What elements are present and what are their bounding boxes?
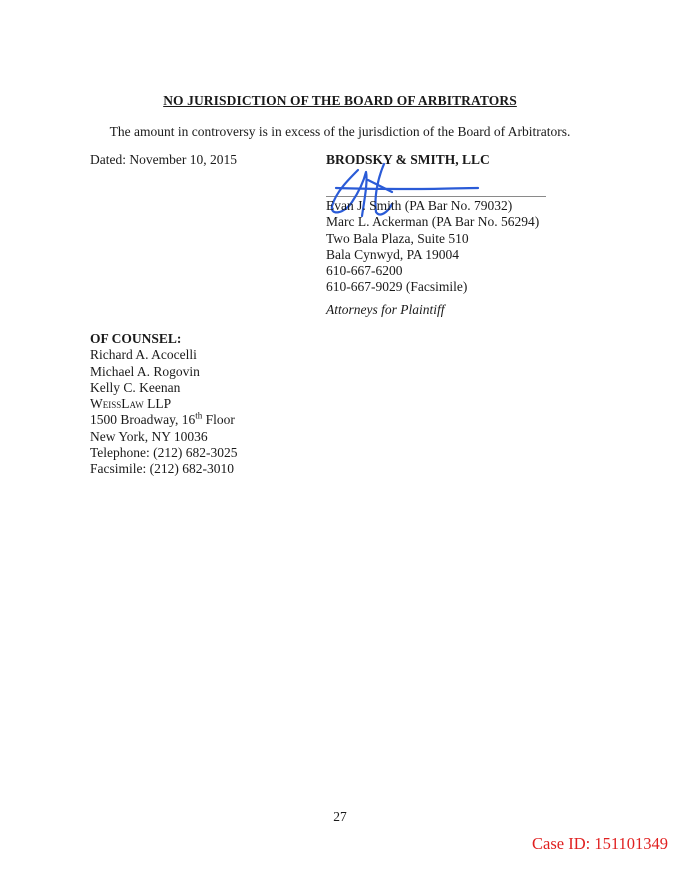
street-text: 1500 Broadway, 16 xyxy=(90,412,196,428)
attorney-line: 610-667-6200 xyxy=(326,263,403,279)
attorney-line: Marc L. Ackerman (PA Bar No. 56294) xyxy=(326,214,540,230)
counsel-name: Michael A. Rogovin xyxy=(90,363,200,379)
counsel-name: Richard A. Acocelli xyxy=(90,347,197,363)
case-id-stamp: Case ID: 151101349 xyxy=(532,834,668,853)
attorney-line: Two Bala Plaza, Suite 510 xyxy=(326,230,469,246)
of-counsel-block xyxy=(90,331,238,478)
attorney-line: Evan J. Smith (PA Bar No. 79032) xyxy=(326,198,513,213)
section-heading: NO JURISDICTION OF THE BOARD OF ARBITRATORS xyxy=(163,93,517,108)
counsel-firm: WeissLaw LLP xyxy=(90,396,172,412)
counsel-address-city: New York, NY 10036 xyxy=(90,428,208,444)
attorney-role: Attorneys for Plaintiff xyxy=(326,302,445,317)
jurisdiction-statement: The amount in controversy is in excess of the jurisdiction of the Board of Arbitrators. xyxy=(109,124,571,139)
counsel-address-street xyxy=(90,412,238,428)
counsel-name: Kelly C. Keenan xyxy=(90,379,181,395)
date-line: Dated: November 10, 2015 xyxy=(90,152,237,167)
attorney-line: 610-667-9029 (Facsimile) xyxy=(326,279,468,295)
counsel-telephone: Telephone: (212) 682-3025 xyxy=(90,445,238,461)
attorney-signature-block xyxy=(326,198,539,296)
street-tail: Floor xyxy=(202,412,235,428)
attorney-line: Bala Cynwyd, PA 19004 xyxy=(326,246,460,262)
street-ordinal: th xyxy=(195,410,203,421)
firm-name: BRODSKY & SMITH, LLC xyxy=(326,152,490,167)
page-number: 27 xyxy=(333,809,347,824)
of-counsel-title: OF COUNSEL: xyxy=(90,331,182,346)
counsel-facsimile: Facsimile: (212) 682-3010 xyxy=(90,461,234,477)
